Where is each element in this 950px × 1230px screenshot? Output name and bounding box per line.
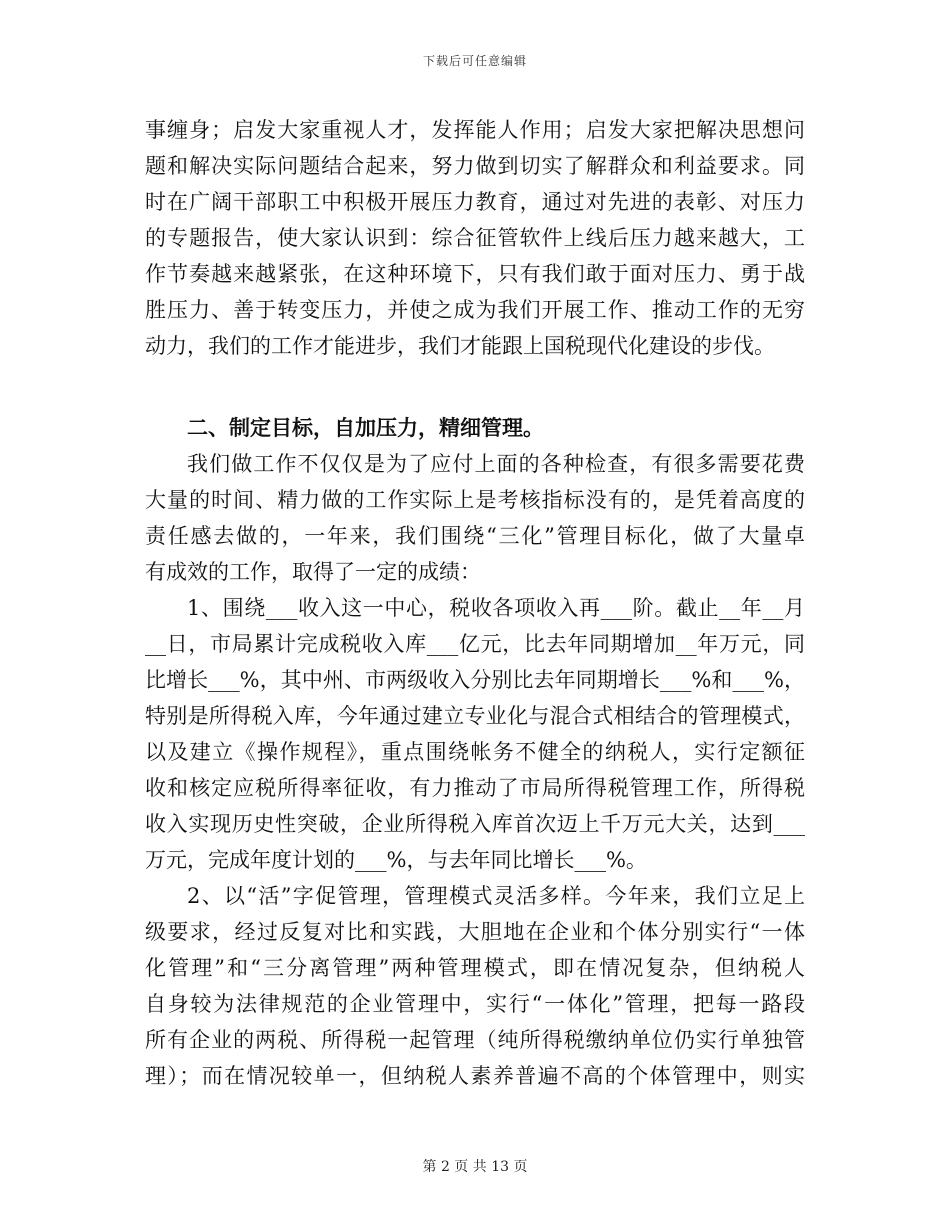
text-line: 胜压力、善于转变压力，并使之成为我们开展工作、推动工作的无穷 — [145, 298, 805, 322]
section-heading: 二、制定目标，自加压力，精细管理。 — [187, 415, 544, 440]
text-line: 动力，我们的工作才能进步，我们才能跟上国税现代化建设的步伐。 — [145, 334, 775, 358]
text-line: 事缠身；启发大家重视人才，发挥能人作用；启发大家把解决思想问 — [145, 118, 805, 142]
paragraph-gap — [145, 364, 805, 410]
text-line: 有成效的工作，取得了一定的成绩： — [145, 560, 481, 584]
text-line: 大量的时间、精力做的工作实际上是考核指标没有的，是凭着高度的 — [145, 488, 805, 512]
text-line: 级要求，经过反复对比和实践，大胆地在企业和个体分别实行“一体 — [145, 920, 805, 944]
text-line: 所有企业的两税、所得税一起管理（纯所得税缴纳单位仍实行单独管 — [145, 1028, 805, 1052]
text-line: 收和核定应税所得率征收，有力推动了市局所得税管理工作，所得税 — [145, 776, 805, 800]
text-line: 以及建立《操作规程》，重点围绕帐务不健全的纳税人，实行定额征 — [145, 740, 805, 764]
paragraph-3 — [145, 590, 805, 878]
document-body — [145, 112, 805, 1094]
page-header: 下载后可任意编辑 — [422, 54, 527, 68]
text-line: 作节奏越来越紧张，在这种环境下，只有我们敢于面对压力、勇于战 — [145, 262, 805, 286]
text-line: 的专题报告，使大家认识到：综合征管软件上线后压力越来越大，工 — [145, 226, 805, 250]
text-line: 我们做工作不仅仅是为了应付上面的各种检查，有很多需要花费 — [187, 452, 805, 476]
paragraph-4 — [145, 878, 805, 1094]
paragraph-1 — [145, 112, 805, 364]
text-line: 特别是所得税入库，今年通过建立专业化与混合式相结合的管理模式， — [145, 704, 805, 728]
text-line: 自身较为法律规范的企业管理中，实行“一体化”管理，把每一路段 — [145, 992, 805, 1016]
text-line: 2、以“活”字促管理，管理模式灵活多样。今年来，我们立足上 — [187, 884, 805, 908]
text-line: 题和解决实际问题结合起来，努力做到切实了解群众和利益要求。同 — [145, 154, 805, 178]
text-line: 万元，完成年度计划的___%，与去年同比增长___%。 — [145, 848, 647, 872]
text-line: 1、围绕___收入这一中心，税收各项收入再___阶。截止__年__月 — [187, 596, 805, 620]
text-line: 责任感去做的，一年来，我们围绕“三化”管理目标化，做了大量卓 — [145, 524, 805, 548]
text-line: 比增长___%，其中州、市两级收入分别比去年同期增长___%和___%， — [145, 668, 805, 692]
text-line: 化管理”和“三分离管理”两种管理模式，即在情况复杂，但纳税人 — [145, 956, 805, 980]
text-line: 理）；而在情况较单一，但纳税人素养普遍不高的个体管理中，则实 — [145, 1064, 805, 1088]
page-number: 第 2 页 共 13 页 — [422, 1159, 528, 1175]
text-line: 收入实现历史性突破，企业所得税入库首次迈上千万元大关，达到___ — [145, 812, 805, 836]
paragraph-2 — [145, 446, 805, 590]
text-line: 时在广阔干部职工中积极开展压力教育，通过对先进的表彰、对压力 — [145, 190, 805, 214]
text-line: __日，市局累计完成税收入库___亿元，比去年同期增加__年万元，同 — [145, 632, 805, 656]
